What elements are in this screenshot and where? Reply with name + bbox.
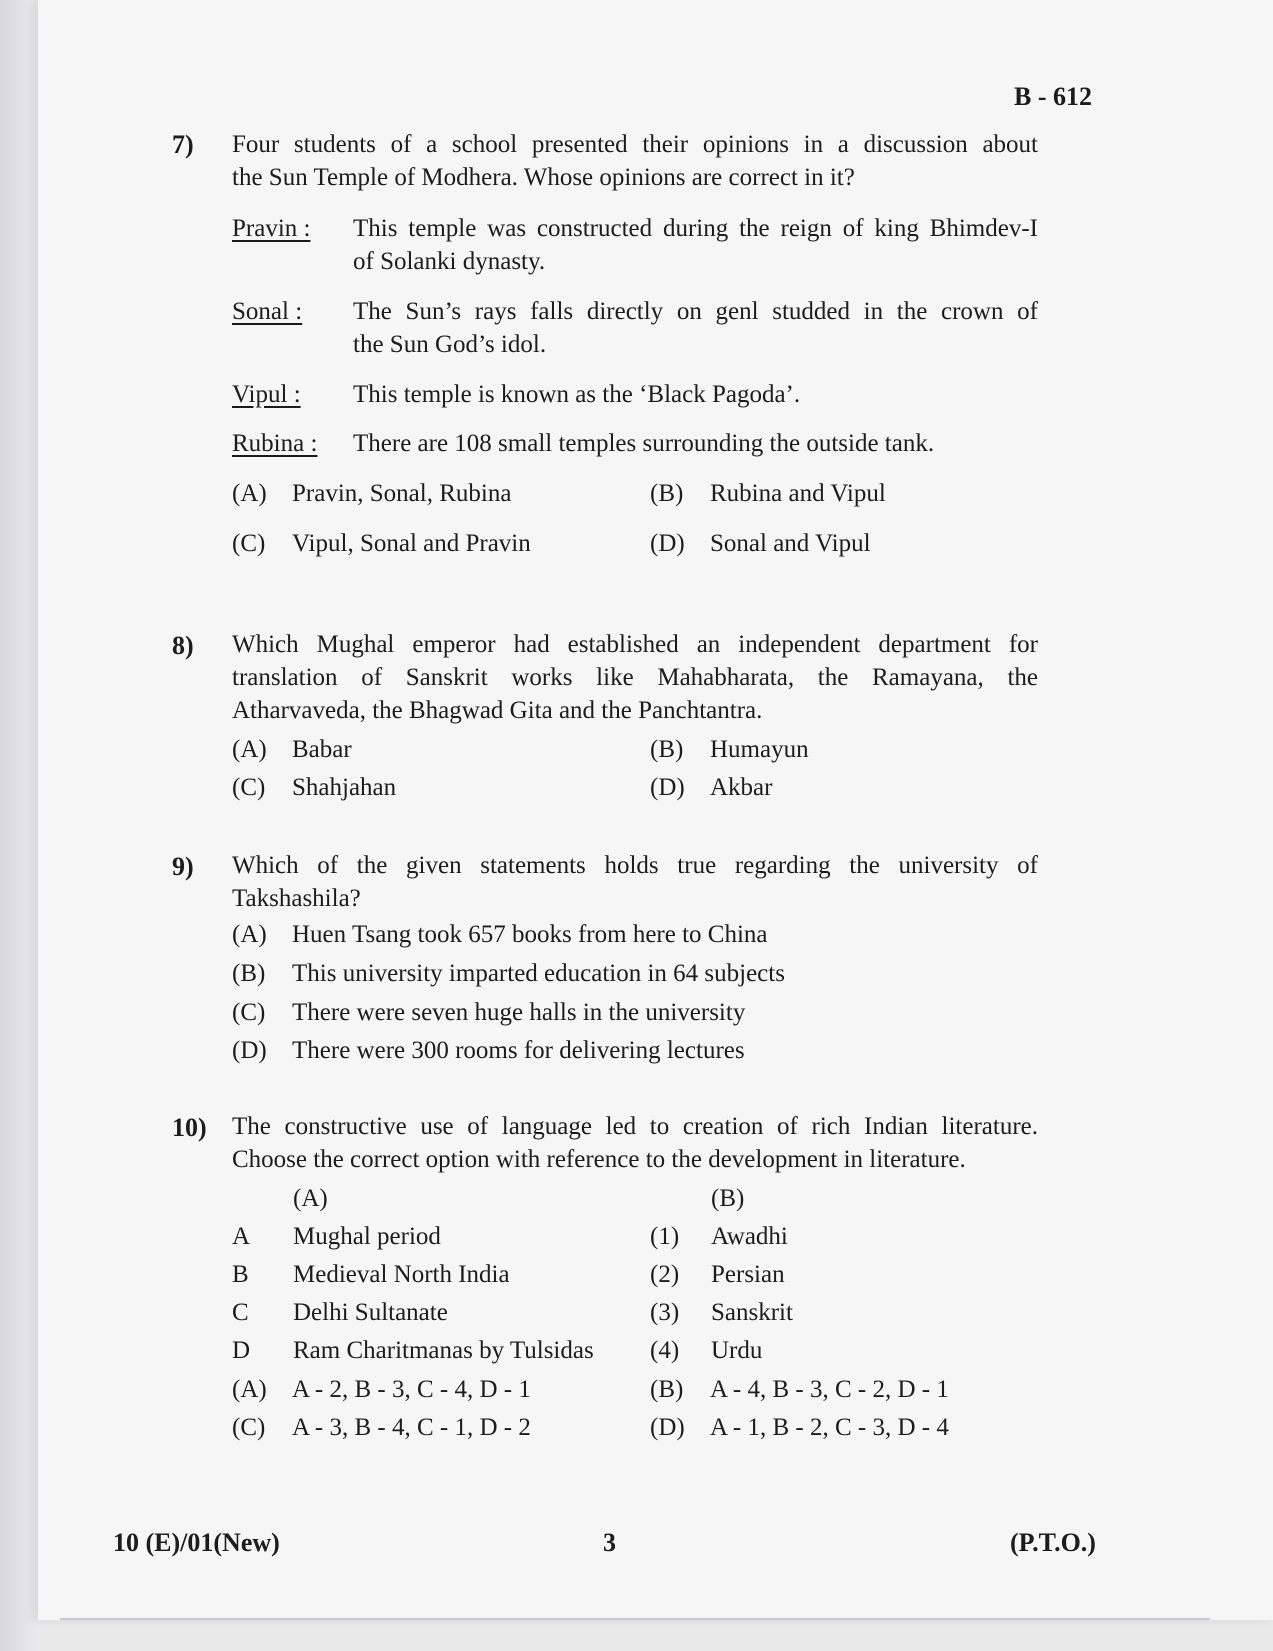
question-number: 10) (172, 1113, 207, 1142)
answer-option[interactable]: (A) Babar (232, 736, 352, 763)
question-text-line: Four students of a school presented their opinions in a discussion about (232, 131, 1038, 158)
match-left: Medieval North India (293, 1261, 510, 1288)
match-left: Ram Charitmanas by Tulsidas (293, 1337, 594, 1364)
question-text-line: Choose the correct option with reference to the development in literature. (232, 1146, 966, 1173)
match-key: B (232, 1261, 249, 1288)
column-b-header: (B) (711, 1185, 745, 1212)
opinion-text-line: the Sun God’s idol. (353, 331, 547, 358)
question-number: 7) (172, 130, 194, 159)
question-number: 9) (172, 852, 194, 881)
question-text-line: Which of the given statements holds true regarding the university of (232, 852, 1038, 879)
opinion-text-line: The Sun’s rays falls directly on genl studded in the crown of (353, 298, 1038, 325)
answer-option[interactable]: (A) A - 2, B - 3, C - 4, D - 1 (232, 1376, 531, 1403)
scan-left-margin (0, 0, 40, 1651)
question-text-line: Which Mughal emperor had established an independent department for (232, 631, 1038, 658)
match-right: Urdu (711, 1337, 763, 1364)
page-number: 3 (603, 1528, 616, 1557)
match-right: Sanskrit (711, 1299, 793, 1326)
footer-code: 10 (E)/01(New) (113, 1528, 280, 1557)
opinion-name-vipul: Vipul : (232, 381, 301, 408)
answer-option[interactable]: (C) Shahjahan (232, 774, 397, 801)
answer-option[interactable]: (C) Vipul, Sonal and Pravin (232, 530, 531, 557)
opinion-name-rubina: Rubina : (232, 430, 318, 457)
question-text-line: the Sun Temple of Modhera. Whose opinions are correct in it? (232, 164, 855, 191)
answer-option[interactable]: (D) Akbar (650, 774, 773, 801)
answer-option[interactable]: (B) A - 4, B - 3, C - 2, D - 1 (650, 1376, 949, 1403)
page-bottom-edge (60, 1618, 1210, 1620)
answer-option[interactable]: (D) There were 300 rooms for delivering lectures (232, 1037, 745, 1064)
match-num: (3) (650, 1299, 680, 1326)
answer-option[interactable]: (D) Sonal and Vipul (650, 530, 871, 557)
answer-option[interactable]: (B) Rubina and Vipul (650, 480, 886, 507)
match-right: Awadhi (711, 1223, 788, 1250)
pto-label: (P.T.O.) (1010, 1528, 1096, 1557)
answer-option[interactable]: (A) Huen Tsang took 657 books from here to China (232, 921, 768, 948)
match-left: Delhi Sultanate (293, 1299, 448, 1326)
answer-option[interactable]: (D) A - 1, B - 2, C - 3, D - 4 (650, 1414, 949, 1441)
opinion-text-line: This temple is known as the ‘Black Pagoda’. (353, 381, 801, 408)
answer-option[interactable]: (C) A - 3, B - 4, C - 1, D - 2 (232, 1414, 531, 1441)
match-right: Persian (711, 1261, 785, 1288)
answer-option[interactable]: (B) Humayun (650, 736, 809, 763)
answer-option[interactable]: (A) Pravin, Sonal, Rubina (232, 480, 512, 507)
match-num: (2) (650, 1261, 680, 1288)
question-text-line: Takshashila? (232, 885, 361, 912)
opinion-name-pravin: Pravin : (232, 215, 311, 242)
question-text-line: translation of Sanskrit works like Mahabharata, the Ramayana, the (232, 664, 1038, 691)
match-num: (1) (650, 1223, 680, 1250)
opinion-name-sonal: Sonal : (232, 298, 303, 325)
answer-option[interactable]: (C) There were seven huge halls in the university (232, 999, 746, 1026)
match-num: (4) (650, 1337, 680, 1364)
paper-code: B - 612 (1014, 82, 1092, 111)
match-key: A (232, 1223, 251, 1250)
opinion-text-line: of Solanki dynasty. (353, 248, 546, 275)
question-text-line: The constructive use of language led to creation of rich Indian literature. (232, 1113, 1038, 1140)
opinion-text-line: This temple was constructed during the reign of king Bhimdev-I (353, 215, 1038, 242)
column-a-header: (A) (293, 1185, 328, 1212)
question-text-line: Atharvaveda, the Bhagwad Gita and the Panchtantra. (232, 697, 763, 724)
match-key: C (232, 1299, 249, 1326)
question-number: 8) (172, 631, 194, 660)
match-left: Mughal period (293, 1223, 441, 1250)
match-key: D (232, 1337, 251, 1364)
answer-option[interactable]: (B) This university imparted education in 64 subjects (232, 960, 785, 987)
opinion-text-line: There are 108 small temples surrounding the outside tank. (353, 430, 935, 457)
